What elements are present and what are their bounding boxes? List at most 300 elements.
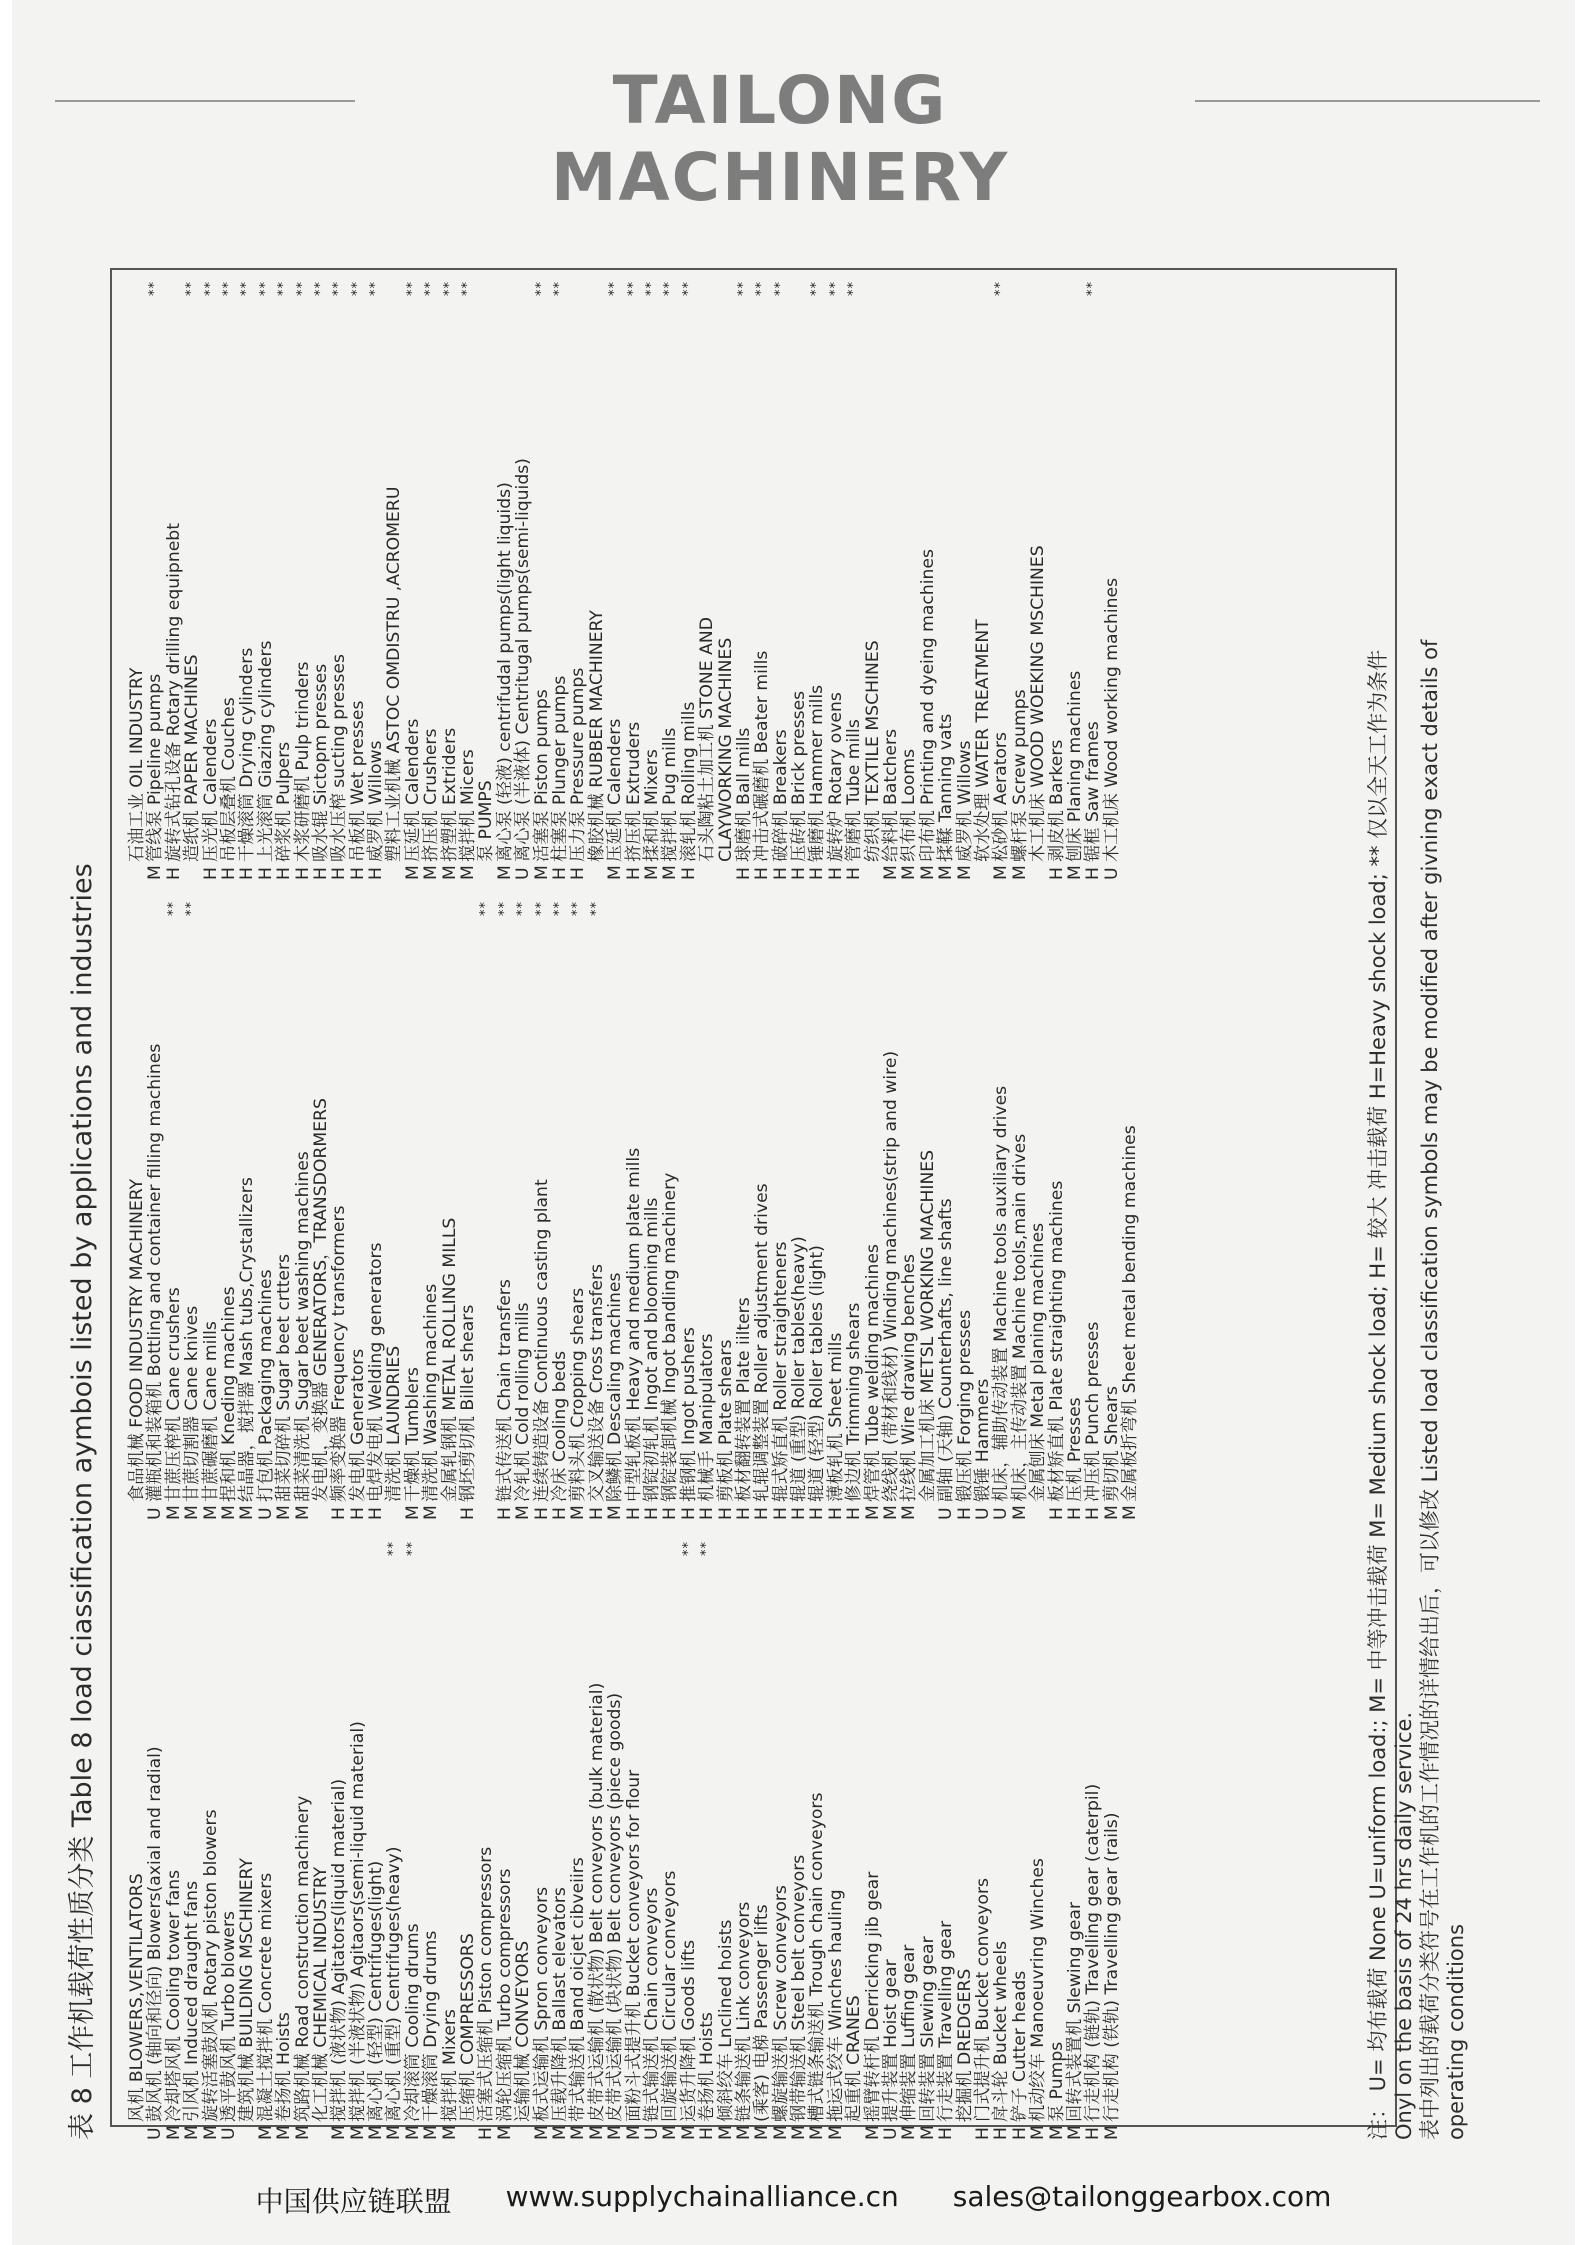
full-day-service-mark [294, 1520, 312, 1556]
full-day-service-mark: ** [1085, 281, 1101, 296]
full-day-service-mark [661, 1520, 679, 1556]
footer-org: 中国供应链联盟 [255, 2185, 452, 2218]
load-class-code: M [991, 865, 1012, 880]
machine-label: 印布机 Printing and dyeing machines [917, 549, 938, 862]
load-class-code: H [807, 867, 828, 880]
load-class-code: M [605, 1505, 626, 1520]
load-class-code: H [844, 867, 865, 880]
load-class-code: M [163, 2125, 184, 2140]
table-entry [294, 880, 312, 1520]
table-entry [275, 260, 293, 880]
machine-label: 卷扬机 Hoists [697, 2012, 718, 2122]
table-entry [845, 260, 863, 880]
table-entry [882, 1520, 900, 2140]
full-day-service-mark [459, 1520, 477, 1556]
page-footer [0, 2180, 1587, 2220]
load-class-code: H [549, 1507, 570, 1520]
machine-label: 回转装置 Slewing gear [917, 1936, 938, 2122]
full-day-service-mark [790, 1520, 808, 1556]
full-day-service-mark [257, 880, 275, 916]
full-day-service-mark [275, 1520, 293, 1556]
table-entry [441, 1520, 459, 2140]
table-entry [753, 880, 771, 1520]
load-class-code: M [329, 2125, 350, 2140]
load-class-code: H [660, 1507, 681, 1520]
load-class-code: M [1064, 2125, 1085, 2140]
table-entry [698, 880, 716, 1520]
table-entry [330, 260, 348, 880]
machine-label: 挤压机 Extruders [623, 721, 644, 862]
full-day-service-mark: ** [551, 281, 567, 296]
machine-label: 副轴 (天轴) Counterhafts, line shafts [936, 1198, 957, 1502]
full-day-service-mark: ** [184, 901, 200, 916]
table-entry [238, 260, 256, 880]
full-day-service-mark [753, 880, 771, 916]
full-day-service-mark [128, 260, 146, 296]
full-day-service-mark [238, 1520, 256, 1556]
table-entry [1121, 880, 1139, 1520]
header-rule-right [1195, 100, 1540, 102]
full-day-service-mark [956, 880, 974, 916]
table-column-2 [128, 880, 1139, 1520]
machine-label: 钢锭装卸机械 Ingot bandling machinery [660, 1172, 681, 1502]
full-day-service-mark [772, 1520, 790, 1556]
table-category-heading [845, 1520, 863, 2140]
load-class-code: H [936, 2127, 957, 2140]
load-class-code: M [623, 2125, 644, 2140]
full-day-service-mark: ** [147, 281, 163, 296]
footer-url[interactable]: www.supplychainalliance.cn [505, 2180, 899, 2213]
table-entry [956, 260, 974, 880]
machine-label: 焊管机 Tube welding machines [862, 1244, 883, 1502]
machine-label: 石头陶粘土加工机 STONE AND [697, 617, 718, 862]
load-class-code: U [218, 2127, 239, 2140]
table-entry [643, 1520, 661, 2140]
load-class-code: H [1009, 2127, 1030, 2140]
full-day-service-mark [919, 260, 937, 296]
machine-label: 行走机构 (链轨) Travelling gear (caterpil) [1083, 1783, 1104, 2122]
machine-label: 压载升降机 Ballast elevators [549, 1887, 570, 2122]
machine-label: 槽式链条输送机 Trough chain conveyors [807, 1792, 828, 2122]
table-entry [367, 260, 385, 880]
table-entry [1066, 1520, 1084, 2140]
full-day-service-mark: ** [441, 281, 457, 296]
table-category-heading [477, 260, 495, 880]
full-day-service-mark [974, 880, 992, 916]
table-entry [643, 260, 661, 880]
full-day-service-mark [1084, 1520, 1102, 1556]
load-class-code: H [752, 867, 773, 880]
load-class-code [128, 1502, 146, 1520]
full-day-service-mark: ** [699, 1541, 715, 1556]
load-class-code: M [513, 1505, 534, 1520]
machine-label: 剪切机 Shears [1101, 1386, 1122, 1502]
full-day-service-mark [956, 260, 974, 296]
machine-label: 锤磨机 Hammer mills [807, 684, 828, 862]
table-entry [183, 880, 201, 1520]
machine-label: 揉和机 Mixers [641, 749, 662, 862]
table-category-heading [588, 260, 606, 880]
full-day-service-mark [349, 880, 367, 916]
machine-label: 破碎机 Breakers [770, 729, 791, 862]
load-class-code [956, 2122, 974, 2140]
machine-label: 碎浆机 Pulpers [274, 741, 295, 862]
load-class-code: M [494, 865, 515, 880]
machine-label: 锻锤 Hammers [972, 1378, 993, 1502]
table-category-heading [974, 260, 992, 880]
table-entry [606, 260, 624, 880]
load-class-code [864, 862, 882, 880]
table-category-heading [864, 260, 882, 880]
table-entry [625, 880, 643, 1520]
machine-label: 剥皮机 Barkers [1046, 739, 1067, 862]
load-class-code [477, 862, 495, 880]
table-entry [551, 260, 569, 880]
full-day-service-mark [772, 880, 790, 916]
machine-label: 倾斜绞车 Lnclined hoists [715, 1919, 736, 2122]
table-category-heading [238, 1520, 256, 2140]
load-class-code: M [1046, 2125, 1067, 2140]
full-day-service-mark [1103, 880, 1121, 916]
footer-email[interactable]: sales@tailonggearbox.com [952, 2180, 1332, 2213]
full-day-service-mark [551, 1520, 569, 1556]
table-entry [992, 260, 1010, 880]
load-class-code: M [384, 2125, 405, 2140]
machine-label: 剪板机 Plate shears [715, 1339, 736, 1502]
load-class-code: H [549, 867, 570, 880]
load-class-code: M [881, 865, 902, 880]
machine-label: 行走机构 (铁轨) Travelling gear (rails) [1101, 1812, 1122, 2122]
full-day-service-mark [367, 1520, 385, 1556]
load-class-code: H [752, 1507, 773, 1520]
load-class-code: M [789, 2125, 810, 2140]
load-class-code: M [1009, 1505, 1030, 1520]
load-class-code: M [899, 2125, 920, 2140]
load-class-code: M [954, 865, 975, 880]
load-class-code: M [917, 2125, 938, 2140]
full-day-service-mark [643, 880, 661, 916]
machine-label: 机床，辅助传动装置 Machine tools auxiliary drives [991, 1085, 1012, 1502]
machine-label: 柱塞泵 Plunger pumps [549, 675, 570, 862]
full-day-service-mark [919, 1520, 937, 1556]
table-entry [220, 260, 238, 880]
table-category-heading [698, 260, 716, 880]
load-class-code: U [513, 867, 534, 880]
load-class-code: M [1101, 2125, 1122, 2140]
full-day-service-mark [146, 1520, 164, 1556]
load-class-code: H [458, 1507, 479, 1520]
load-class-code: M [770, 2125, 791, 2140]
full-day-service-mark [569, 260, 587, 296]
full-day-service-mark [717, 1520, 735, 1556]
full-day-service-mark [330, 1520, 348, 1556]
table-category-heading [128, 260, 146, 880]
table-column-1 [128, 1520, 1121, 2140]
machine-label: 运输机械 CONVEYORS [513, 1940, 534, 2122]
load-class-code: H [789, 867, 810, 880]
machine-label: 干燥滚筒 Drying drums [421, 1930, 442, 2122]
full-day-service-mark: ** [294, 281, 310, 296]
load-class-code: H [623, 867, 644, 880]
load-class-code: H [329, 867, 350, 880]
table-entry [165, 260, 183, 880]
load-class-code: M [163, 1505, 184, 1520]
machine-label: 软水处理 WATER TREATMENT [972, 619, 993, 862]
load-class-code: M [1009, 865, 1030, 880]
machine-label: 皮带式运输机 (块状物) Belt conveyors (piece goods) [605, 1692, 626, 2122]
table-entry [257, 880, 275, 1520]
full-day-service-mark: ** [662, 281, 678, 296]
full-day-service-mark [1103, 1520, 1121, 1556]
machine-label: 拖运式绞车 Winches hauling [825, 1889, 846, 2122]
note-modification: 表中列出的载荷分类符号在工作机的工作情况的详情给出后，可以修改 Listed load classification symbols may be modified after givning exact details of [1418, 639, 1442, 2140]
table-entry [1011, 260, 1029, 880]
full-day-service-mark: ** [496, 901, 512, 916]
full-day-service-mark [808, 1520, 826, 1556]
full-day-service-mark: ** [202, 281, 218, 296]
machine-label: 甘蔗碾磨机 Cane mills [200, 1321, 221, 1502]
machine-label: 冲击式碾磨机 Beater mills [752, 650, 773, 862]
table-entry [606, 880, 624, 1520]
load-class-code: M [402, 1505, 423, 1520]
full-day-service-mark: ** [827, 281, 843, 296]
machine-label: 钢坯剪切机 Billet shears [458, 1304, 479, 1502]
table-entry [808, 1520, 826, 2140]
load-class-code: H [494, 1507, 515, 1520]
full-day-service-mark [514, 1520, 532, 1556]
load-class-code: M [1120, 1505, 1141, 1520]
full-day-service-mark [606, 1520, 624, 1556]
load-class-code: M [605, 865, 626, 880]
full-day-service-mark: ** [625, 281, 641, 296]
full-day-service-mark [900, 880, 918, 916]
machine-label: 松砂机 Aerators [991, 732, 1012, 862]
full-day-service-mark: ** [533, 901, 549, 916]
machine-label: 离心泵 (半液体) Centritugal pumps(semi-liquids) [513, 458, 534, 862]
full-day-service-mark: ** [643, 281, 659, 296]
machine-label: 链式传送机 Chain transfers [494, 1279, 515, 1502]
table-entry [661, 1520, 679, 2140]
load-class-code: H [1083, 867, 1104, 880]
machine-label: 活塞泵 Piston pumps [531, 689, 552, 862]
machine-label: 挤塑机 Extriders [439, 727, 460, 862]
table-entry [1084, 880, 1102, 1520]
rotated-table [60, 260, 1490, 2140]
machine-label: 回转式装置机 Slewing gear [1064, 1901, 1085, 2122]
machine-label: 伸缩装置 Luffing gear [899, 1944, 920, 2122]
full-day-service-mark: ** [404, 281, 420, 296]
machine-label: 压光机 Calenders [200, 718, 221, 862]
load-class-code: M [1028, 2125, 1049, 2140]
full-day-service-mark [1011, 880, 1029, 916]
full-day-service-mark: ** [165, 901, 181, 916]
table-entry [385, 1520, 403, 2140]
table-entry [900, 880, 918, 1520]
load-class-code [588, 862, 606, 880]
full-day-service-mark [569, 1520, 587, 1556]
load-class-code: M [439, 865, 460, 880]
machine-label: 机动绞车 Manoeuvring Winches [1028, 1858, 1049, 2122]
load-class-code: M [292, 1505, 313, 1520]
full-day-service-mark [790, 880, 808, 916]
full-day-service-mark [717, 260, 735, 296]
load-class-code [128, 862, 146, 880]
table-entry [956, 880, 974, 1520]
load-class-code: H [1046, 1507, 1067, 1520]
full-day-service-mark [882, 880, 900, 916]
full-day-service-mark: ** [570, 901, 586, 916]
full-day-service-mark [1029, 1520, 1047, 1556]
table-category-heading [128, 880, 146, 1520]
full-day-service-mark [753, 1520, 771, 1556]
table-entry [533, 260, 551, 880]
table-entry [735, 1520, 753, 2140]
machine-label: 混凝土搅拌机 Concrete mixers [255, 1872, 276, 2122]
table-entry [753, 260, 771, 880]
table-entry [551, 880, 569, 1520]
table-entry [441, 260, 459, 880]
full-day-service-mark [643, 1520, 661, 1556]
load-class-code: M [881, 1505, 902, 1520]
full-day-service-mark: ** [220, 281, 236, 296]
full-day-service-mark [496, 1520, 514, 1556]
table-entry [790, 1520, 808, 2140]
full-day-service-mark [974, 1520, 992, 1556]
table-category-heading [956, 1520, 974, 2140]
machine-label: 旋转式钻孔设备 Rotary drilling equipnebt [163, 523, 184, 862]
table-entry [680, 1520, 698, 2140]
table-entry [625, 260, 643, 880]
load-class-code: M [200, 2125, 221, 2140]
full-day-service-mark [312, 1520, 330, 1556]
load-class-code [128, 2122, 146, 2140]
machine-label: 搅拌机 Mixers [439, 2009, 460, 2122]
load-class-code: H [697, 1507, 718, 1520]
full-day-service-mark [146, 880, 164, 916]
machine-label: 压延机 Calenders [402, 718, 423, 862]
full-day-service-mark: ** [993, 281, 1009, 296]
full-day-service-mark [441, 880, 459, 916]
machine-label: 化工机械 CHEMICAL INDUSTRY [310, 1866, 331, 2122]
load-class-code: H [1083, 1507, 1104, 1520]
load-class-code: M [458, 865, 479, 880]
full-day-service-mark [1048, 260, 1066, 296]
full-day-service-mark [698, 260, 716, 296]
load-class-code: H [678, 1507, 699, 1520]
load-class-code [459, 2122, 477, 2140]
load-class-code [845, 2122, 863, 2140]
full-day-service-mark: ** [754, 281, 770, 296]
table-entry [275, 1520, 293, 2140]
machine-label: 板材翻转装置 Plate iilters [733, 1297, 754, 1502]
table-entry [808, 880, 826, 1520]
full-day-service-mark [165, 1520, 183, 1556]
table-entry [1048, 1520, 1066, 2140]
table-entry [772, 260, 790, 880]
machine-label: 冷床 Cooling beds [549, 1350, 570, 1502]
load-class-code: U [255, 1507, 276, 1520]
machine-label: 威罗机 Willows [366, 740, 387, 862]
full-day-service-mark [717, 880, 735, 916]
table-entry [882, 880, 900, 1520]
table-category-heading [919, 880, 937, 1520]
table-entry [238, 880, 256, 1520]
load-class-code [698, 862, 716, 880]
load-class-code [238, 2122, 256, 2140]
load-class-code: H [715, 1507, 736, 1520]
machine-label: 涡轮压缩机 Turbo compressors [494, 1868, 515, 2122]
full-day-service-mark: ** [368, 281, 384, 296]
load-class-code: M [274, 2125, 295, 2140]
full-day-service-mark [514, 260, 532, 296]
table-entry [220, 880, 238, 1520]
table-entry [625, 1520, 643, 2140]
machine-label: 拉线机 Wire drawing benches [899, 1253, 920, 1502]
load-class-code [1029, 862, 1047, 880]
load-class-code: H [347, 1507, 368, 1520]
full-day-service-mark: ** [478, 901, 494, 916]
machine-label: 轧辊调整装置 Roller adjustment drives [752, 1183, 773, 1502]
machine-label: 旋转活塞鼓风机 Rotary piston blowers [200, 1809, 221, 2122]
load-class-code: H [1064, 1507, 1085, 1520]
machine-label: 引风机 Induced draught fans [182, 1880, 203, 2122]
machine-label: 金属板折弯机 Sheet metal bending machines [1120, 1125, 1141, 1502]
full-day-service-mark [367, 880, 385, 916]
machine-label: 机械手 Manipulators [697, 1333, 718, 1502]
table-entry [900, 1520, 918, 2140]
full-day-service-mark: ** [680, 1541, 696, 1556]
machine-label: 球磨机 Ball mills [733, 727, 754, 862]
machine-label: 螺旋输送机 Screw conveyors [770, 1885, 791, 2122]
machine-label: 发电机 Generators [347, 1348, 368, 1502]
full-day-service-mark [937, 260, 955, 296]
machine-label: 推钢机 Ingot pushers [678, 1327, 699, 1502]
load-class-code: H [347, 867, 368, 880]
table-entry [551, 1520, 569, 2140]
machine-label: (乘客) 电梯 Passenger lifts [752, 1904, 773, 2122]
load-class-code: H [218, 867, 239, 880]
full-day-service-mark [349, 1520, 367, 1556]
load-class-code: H [789, 1507, 810, 1520]
machine-label: 橡胶机械 RUBBER MACHINERY [586, 610, 607, 862]
load-class-code: M [421, 865, 442, 880]
machine-label: 泵 PUMPS [476, 780, 497, 862]
note-operating-conditions: operating conditions [1444, 1923, 1468, 2140]
load-class-code: M [255, 2125, 276, 2140]
load-class-code: M [825, 2125, 846, 2140]
full-day-service-mark [1011, 1520, 1029, 1556]
full-day-service-mark: ** [515, 901, 531, 916]
full-day-service-mark: ** [423, 281, 439, 296]
full-day-service-mark [625, 1520, 643, 1556]
load-class-code: H [623, 1507, 644, 1520]
machine-label: 泵 Pumps [1046, 2041, 1067, 2122]
full-day-service-mark [735, 880, 753, 916]
table-column-3 [128, 260, 1121, 880]
machine-label: 管线泵 Pipeline pumps [145, 673, 166, 862]
table-entry [349, 880, 367, 1520]
load-class-code: M [182, 1505, 203, 1520]
table-entry [1084, 260, 1102, 880]
load-class-code: H [807, 1507, 828, 1520]
machine-label: 金属加工机床 METSL WORKING MACHINES [917, 1149, 938, 1502]
header-rule-left [55, 100, 355, 102]
load-class-code: H [697, 2127, 718, 2140]
machine-label: 电焊发电机 Welding generators [366, 1242, 387, 1502]
machine-label: 搅拌机 Pug mills [660, 727, 681, 862]
load-class-code [717, 862, 735, 880]
machine-label: 戽斗轮 Bucket wheels [991, 1940, 1012, 2122]
